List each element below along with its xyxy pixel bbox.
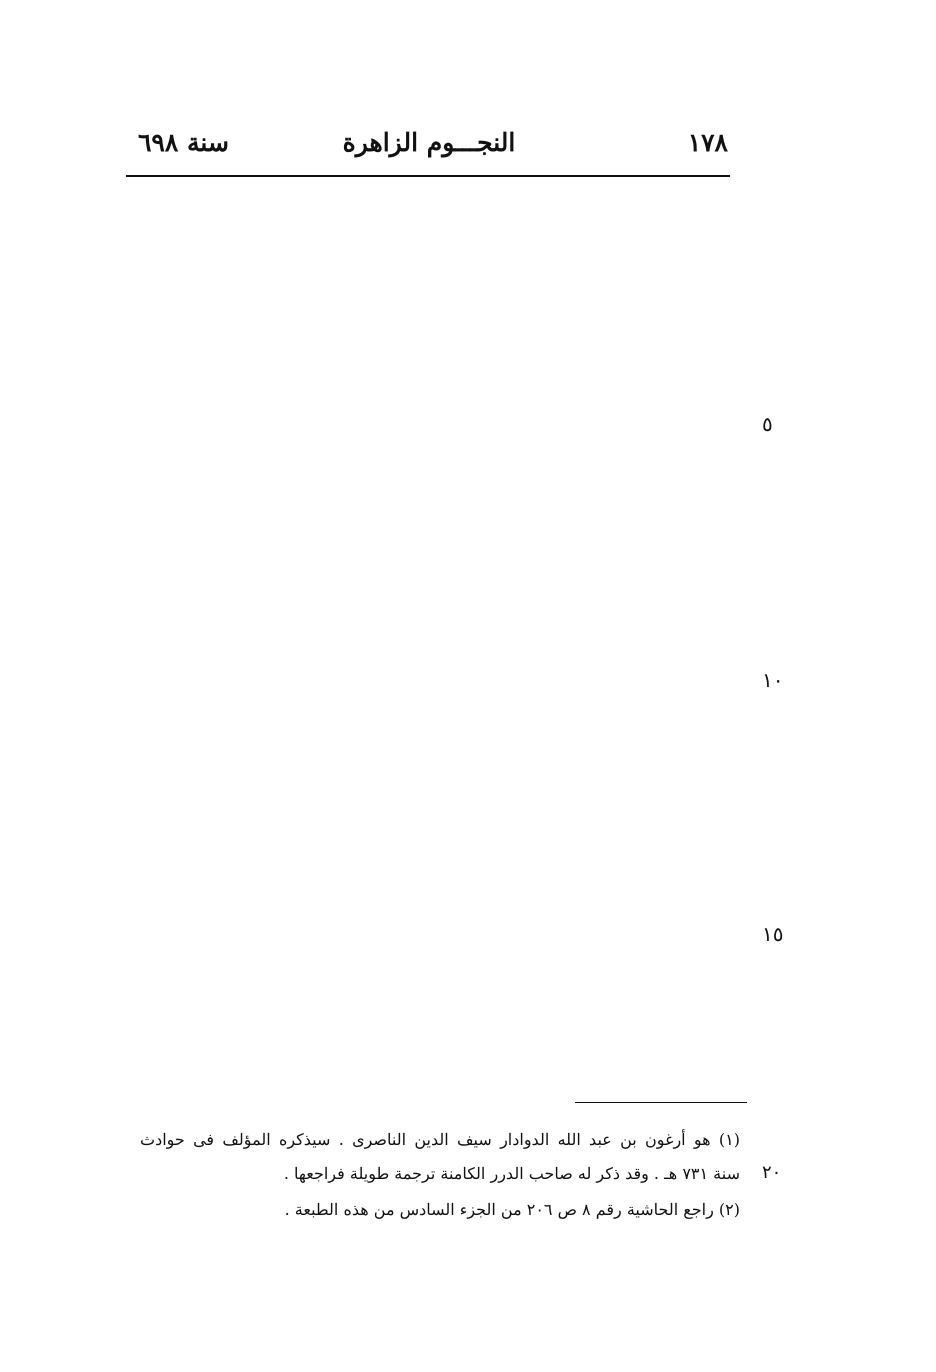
- margin-line-number: ٥: [762, 412, 773, 436]
- footnote-margin-number: ٢٠: [762, 1162, 782, 1183]
- header-book-title: النجـــوم الزاهرة: [342, 128, 516, 157]
- margin-line-number: ١٥: [762, 922, 784, 946]
- margin-line-number: ١٠: [762, 668, 784, 692]
- footnote-line: (٢) راجع الحاشية رقم ٨ ص ٢٠٦ من الجزء السادس من هذه الطبعة .: [284, 1200, 740, 1219]
- footnote-line: سنة ٧٣١ هـ . وقد ذكر له صاحب الدرر الكامنة ترجمة طويلة فراجعها .: [283, 1164, 740, 1183]
- header-year: سنة ٦٩٨: [138, 128, 229, 157]
- footnote-rule: [575, 1102, 747, 1103]
- footnote-line: (١) هو أرغون بن عبد الله الدوادار سيف الدين الناصرى . سيذكره المؤلف فى حوادث: [140, 1130, 740, 1149]
- running-header: [130, 128, 728, 168]
- header-rule: [126, 175, 730, 177]
- header-page-number: ١٧٨: [687, 128, 728, 157]
